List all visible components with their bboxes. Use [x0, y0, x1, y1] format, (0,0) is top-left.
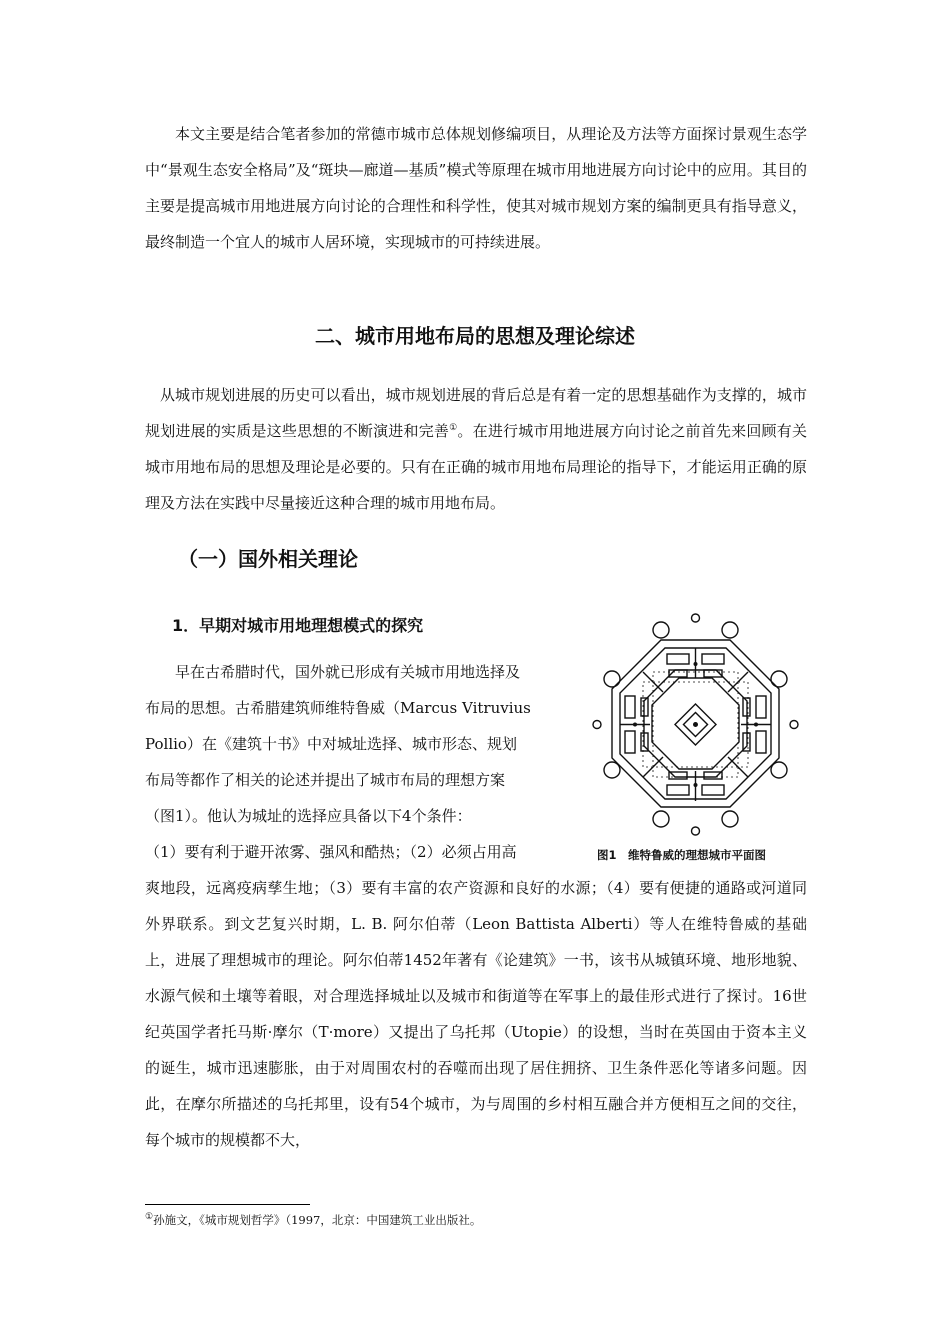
vitruvius-city-plan-image	[583, 612, 808, 837]
footnote-separator	[145, 1204, 310, 1205]
figure-caption: 图1 维特鲁威的理想城市平面图	[597, 848, 766, 862]
body-line: Pollio）在《建筑十书》中对城址选择、城市形态、规划	[145, 735, 517, 753]
section-text-after-note: 。在进行城市用地进展方向讨论之前首先来回顾有关城市用地布局的思想及理论是必要的。只有在正确的城市用地布局理论的指导下，才能运用正确的原理及方法在实践中尽量接近这种合理的城市用地布局。	[145, 422, 807, 512]
footnote-mark: ①	[145, 1212, 154, 1223]
body-line: （图1）。他认为城址的选择应具备以下4个条件：	[145, 807, 472, 825]
section-paragraph	[145, 377, 807, 521]
section-text-before-note: 从城市规划进展的历史可以看出，城市规划进展的背后总是有着一定的思想基础作为支撑的，城市规划进展的实质是这些思想的不断演进和完善	[145, 386, 807, 440]
subsection-heading: （一）国外相关理论	[178, 547, 358, 571]
footnote-reference: ①	[449, 423, 458, 433]
body-line: （1）要有利于避开浓雾、强风和酷热；（2）必须占用高	[145, 843, 517, 861]
intro-paragraph: 本文主要是结合笔者参加的常德市城市总体规划修编项目，从理论及方法等方面探讨景观生态学中“景观生态安全格局”及“斑块—廊道—基质”模式等原理在城市用地进展方向讨论中的应用。其目的主要是提高城市用地进展方向讨论的合理性和科学性，使其对城市规划方案的编制更具有指导意义，最终制造一个宜人的城市人居环境，实现城市的可持续进展。	[145, 125, 807, 251]
figure-ideal-city-plan	[583, 612, 808, 841]
subsubsection-heading: 1．早期对城市用地理想模式的探究	[172, 616, 424, 635]
body-line: 早在古希腊时代，国外就已形成有关城市用地选择及	[145, 663, 521, 681]
body-continuation: 爽地段，远离疫病孳生地；（3）要有丰富的农产资源和良好的水源；（4）要有便捷的通路或河道同外界联系。到文艺复兴时期，L. B. 阿尔伯蒂（Leon Battista Alberti）等人在维特鲁威的基础上，进展了理想城市的理论。阿尔伯蒂1452年著有《论建筑》一书，该书从城镇环境、地形地貌、水源气候和土壤等着眼，对合理选择城址以及城市和街道等在军事上的最佳形式进行了探讨。16世纪英国学者托马斯·摩尔（T·more）又提出了乌托邦（Utopie）的设想，当时在英国由于资本主义的诞生，城市迅速膨胀，由于对周围农村的吞噬而出现了居住拥挤、卫生条件恶化等诸多问题。因此，在摩尔所描述的乌托邦里，设有54个城市，为与周围的乡村相互融合并方便相互之间的交往，每个城市的规模都不大，	[145, 879, 807, 1149]
footnote-text: 孙施文，《城市规划哲学》（1997，北京：中国建筑工业出版社。	[153, 1213, 482, 1227]
body-line: 布局等都作了相关的论述并提出了城市布局的理想方案	[145, 771, 506, 789]
section-heading: 二、城市用地布局的思想及理论综述	[315, 324, 635, 348]
body-line: 布局的思想。古希腊建筑师维特鲁威（Marcus Vitruvius	[145, 699, 531, 717]
footnote	[145, 1212, 481, 1228]
